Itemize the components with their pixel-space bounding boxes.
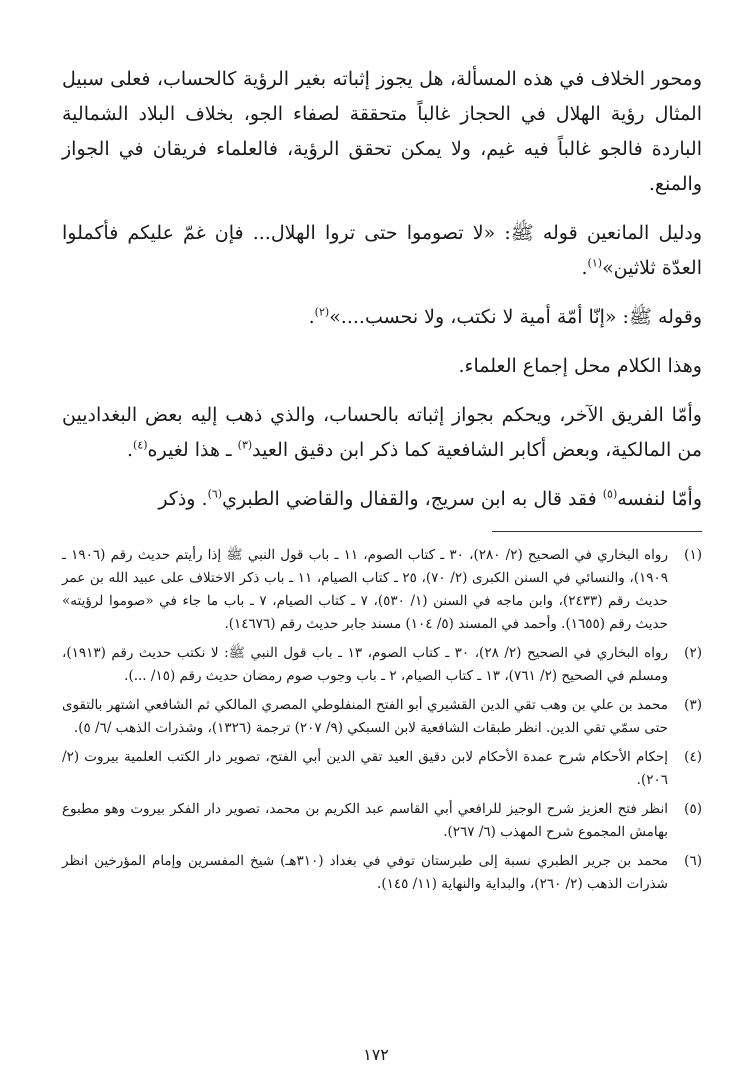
- paragraph-4: وهذا الكلام محل إجماع العلماء.: [458, 355, 702, 377]
- footnote-divider: [492, 531, 702, 532]
- footnote-ref-6: (٦): [207, 487, 223, 501]
- footnote-5: [62, 798, 702, 844]
- footnote-6: [62, 850, 702, 896]
- footnote-2: [62, 642, 702, 688]
- footnote-number: (٦): [684, 853, 702, 869]
- footnote-4: [62, 746, 702, 792]
- footnote-number: (٤): [684, 749, 702, 765]
- paragraph-3-text: وقوله ﷺ: «إنّا أمّة أمية لا نكتب، ولا نحسب....»: [329, 306, 702, 328]
- footnote-text: رواه البخاري في الصحيح (٢/ ٢٨٠)، ٣٠ ـ كتاب الصوم، ١١ ـ باب قول النبي ﷺ إذا رأيتم حديث رقم (١٩٠٦ ـ ١٩٠٩)، والنسائي في السنن الكبرى (٢/ ٧٠)، ٢٥ ـ كتاب الصيام، ١١ ـ باب ذكر الاختلاف على عبيد الله بن عمر حديث رقم (٢٤٣٣)، وابن ماجه في السنن (١/ ٥٣٠)، ٧ ـ كتاب الصيام، ٧ ـ باب ما جاء في «صوموا لرؤيته» حديث رقم (١٦٥٥). وأحمد في المسند (٥/ ١٠٤) مسند جابر حديث رقم (١٤٦٧٦).: [62, 547, 668, 632]
- paragraph-5-text-b: ـ هذا لغيره: [147, 439, 238, 461]
- paragraph-6-text-b: فقد قال به ابن سريج، والقفال والقاضي الطبري: [222, 488, 603, 510]
- page-content: [62, 62, 702, 902]
- footnote-3: [62, 694, 702, 740]
- footnote-ref-4: (٤): [133, 438, 148, 452]
- paragraph-6-text-c: . وذكر: [158, 488, 208, 510]
- paragraph-5-text-a: وأمّا الفريق الآخر، ويحكم بجواز إثباته بالحساب، والذي ذهب إليه بعض البغداديين من المالكية، وبعض أكابر الشافعية كما ذكر ابن دقيق العيد: [62, 404, 702, 461]
- footnote-number: (١): [684, 547, 702, 563]
- page-number: ١٧٢: [363, 1045, 389, 1064]
- paragraph-6-text-a: وأمّا لنفسه: [617, 488, 702, 510]
- footnote-ref-1: (١): [587, 256, 603, 270]
- paragraph-5-end: .: [126, 439, 134, 461]
- paragraph-2-end: .: [581, 257, 588, 279]
- footnote-text: انظر فتح العزيز شرح الوجيز للرافعي أبي القاسم عبد الكريم بن محمد، تصوير دار الفكر بيروت وهو مطبوع بهامش المجموع شرح المهذب (٦/ ٢٦٧).: [62, 801, 668, 840]
- footnotes: [62, 544, 702, 896]
- footnote-ref-2: (٢): [314, 305, 330, 319]
- footnote-text: محمد بن جرير الطبري نسبة إلى طبرستان توفي في بغداد (٣١٠هـ) شيخ المفسرين وإمام المؤرخين انظر شذرات الذهب (٢/ ٢٦٠)، والبداية والنهاية (١١/ ١٤٥).: [62, 853, 668, 892]
- footnote-ref-3: (٣): [237, 438, 253, 452]
- footnote-text: رواه البخاري في الصحيح (٢/ ٢٨)، ٣٠ ـ كتاب الصوم، ١٣ ـ باب قول النبي ﷺ: لا نكتب حديث رقم (١٩١٣)، ومسلم في الصحيح (٢/ ٧٦١)، ١٣ ـ كتاب الصيام، ٢ ـ باب وجوب صوم رمضان حديث رقم (١٥/ ...).: [62, 645, 668, 684]
- paragraph-3: [62, 300, 702, 335]
- paragraph-1: ومحور الخلاف في هذه المسألة، هل يجوز إثباته بغير الرؤية كالحساب، فعلى سبيل المثال رؤية الهلال في الحجاز غالباً متحققة لصفاء الجو، بخلاف البلاد الشمالية الباردة فالجو غالباً فيه غيم، ولا يمكن تحقق الرؤية، فالعلماء فريقان في الجواز والمنع.: [62, 68, 702, 195]
- footnote-number: (٢): [684, 645, 702, 661]
- paragraph-2-text: ودليل المانعين قوله ﷺ: «لا تصوموا حتى تروا الهلال... فإن غمّ عليكم فأكملوا العدّة ثلاثين»: [62, 222, 702, 279]
- footnote-text: محمد بن علي بن وهب تقي الدين القشيري أبو الفتح المنفلوطي المصري المالكي ثم الشافعي اشتهر بالتقوى حتى سمّي تقي الدين. انظر طبقات الشافعية لابن السبكي (٩/ ٢٠٧) ترجمة (١٣٢٦)، وشذرات الذهب /٦/ ٥).: [62, 697, 668, 736]
- main-text: [62, 62, 702, 517]
- paragraph-2: [62, 216, 702, 286]
- footnote-1: [62, 544, 702, 636]
- paragraph-6: [62, 482, 702, 517]
- paragraph-3-end: .: [308, 306, 315, 328]
- footnote-number: (٥): [684, 801, 702, 817]
- footnote-text: إحكام الأحكام شرح عمدة الأحكام لابن دقيق العيد تقي الدين أبي الفتح، تصوير دار الكتب العلمية بيروت (٢/ ٢٠٦).: [62, 749, 668, 788]
- footnote-number: (٣): [684, 697, 702, 713]
- paragraph-5: [62, 398, 702, 468]
- footnote-ref-5: (٥): [602, 487, 618, 501]
